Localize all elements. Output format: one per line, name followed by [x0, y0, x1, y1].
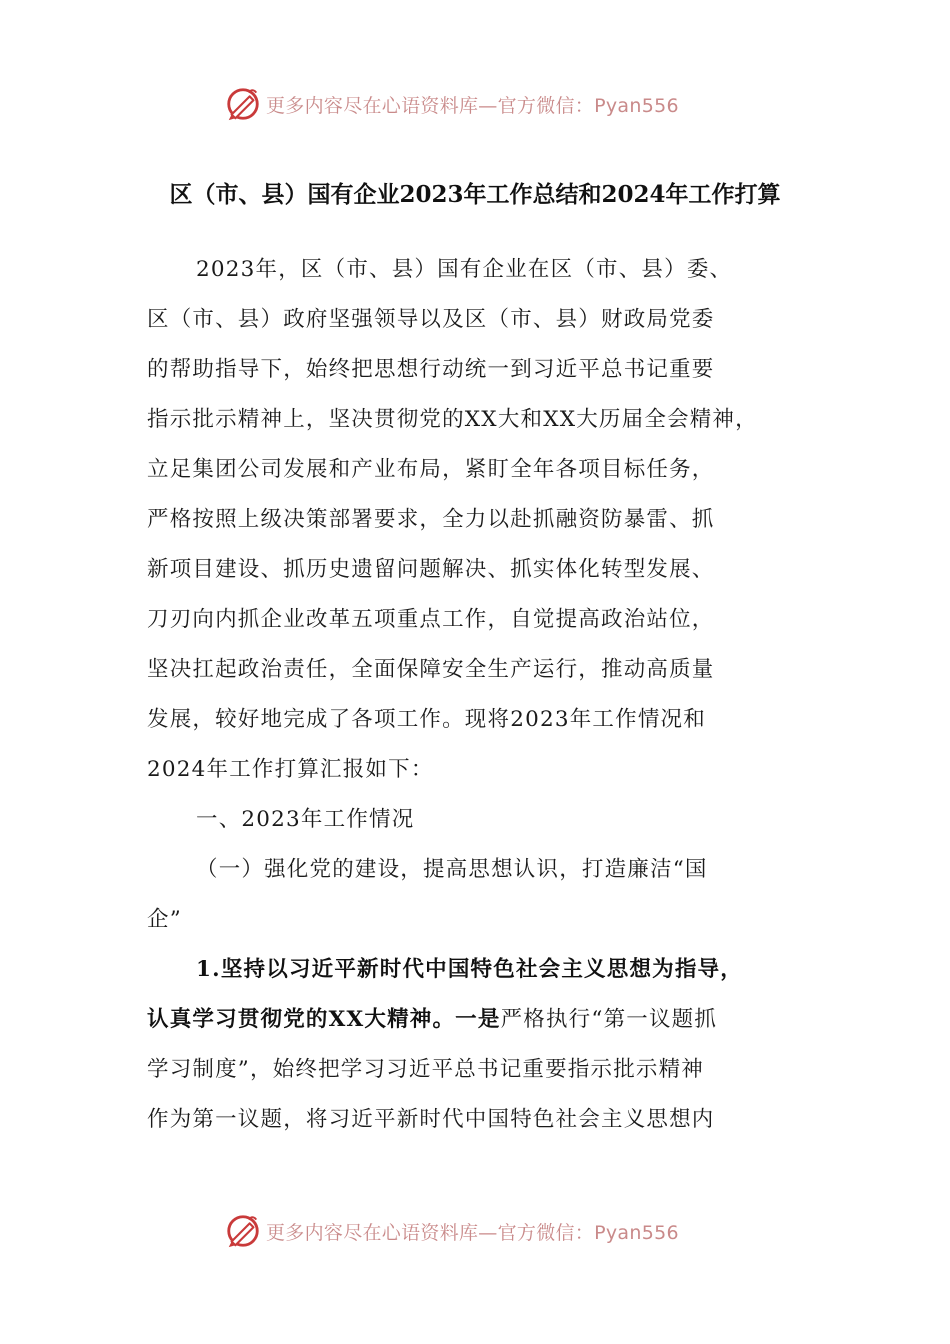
subsection-heading: （一）强化党的建设，提高思想认识，打造廉洁“国: [196, 857, 708, 882]
pen-logo-icon: [224, 85, 262, 123]
watermark-text: 更多内容尽在心语资料库—官方微信：Pyan556: [266, 1221, 679, 1244]
paragraph-line: 学习制度”，始终把学习习近平总书记重要指示批示精神: [147, 1057, 704, 1082]
paragraph-line: 作为第一议题，将习近平新时代中国特色社会主义思想内: [147, 1107, 715, 1132]
item-text: 严格执行“第一议题抓: [500, 1007, 718, 1032]
item-marker: 一是: [455, 1007, 501, 1032]
paragraph-line: 2023年，区（市、县）国有企业在区（市、县）委、: [196, 257, 733, 282]
watermark-text: 更多内容尽在心语资料库—官方微信：Pyan556: [266, 94, 679, 117]
paragraph-line: 发展，较好地完成了各项工作。现将2023年工作情况和: [147, 707, 706, 732]
paragraph-line: 2024年工作打算汇报如下：: [147, 757, 434, 782]
paragraph-line: 指示批示精神上，坚决贯彻党的XX大和XX大历届全会精神，: [147, 407, 758, 432]
paragraph-line: 严格按照上级决策部署要求，全力以赴抓融资防暴雷、抓: [147, 507, 715, 532]
paragraph-line: 的帮助指导下，始终把思想行动统一到习近平总书记重要: [147, 357, 715, 382]
paragraph-line: 坚决扛起政治责任，全面保障安全生产运行，推动高质量: [147, 657, 715, 682]
paragraph-line: 立足集团公司发展和产业布局，紧盯全年各项目标任务，: [147, 457, 715, 482]
subsection-heading-cont: 企”: [147, 907, 182, 932]
header-watermark: [224, 84, 679, 124]
document-title: 区（市、县）国有企业2023年工作总结和2024年工作打算: [169, 181, 781, 208]
section-heading: 一、2023年工作情况: [196, 807, 415, 832]
paragraph-line: 新项目建设、抓历史遗留问题解决、抓实体化转型发展、: [147, 557, 715, 582]
paragraph-line: 刀刃向内抓企业改革五项重点工作，自觉提高政治站位，: [147, 607, 715, 632]
item-heading: 1.坚持以习近平新时代中国特色社会主义思想为指导，: [196, 957, 743, 982]
item-line: [147, 1005, 717, 1035]
footer-watermark: [224, 1211, 679, 1251]
item-heading-cont: 认真学习贯彻党的XX大精神。: [147, 1007, 456, 1032]
paragraph-line: 区（市、县）政府坚强领导以及区（市、县）财政局党委: [147, 307, 715, 332]
pen-logo-icon: [224, 1212, 262, 1250]
